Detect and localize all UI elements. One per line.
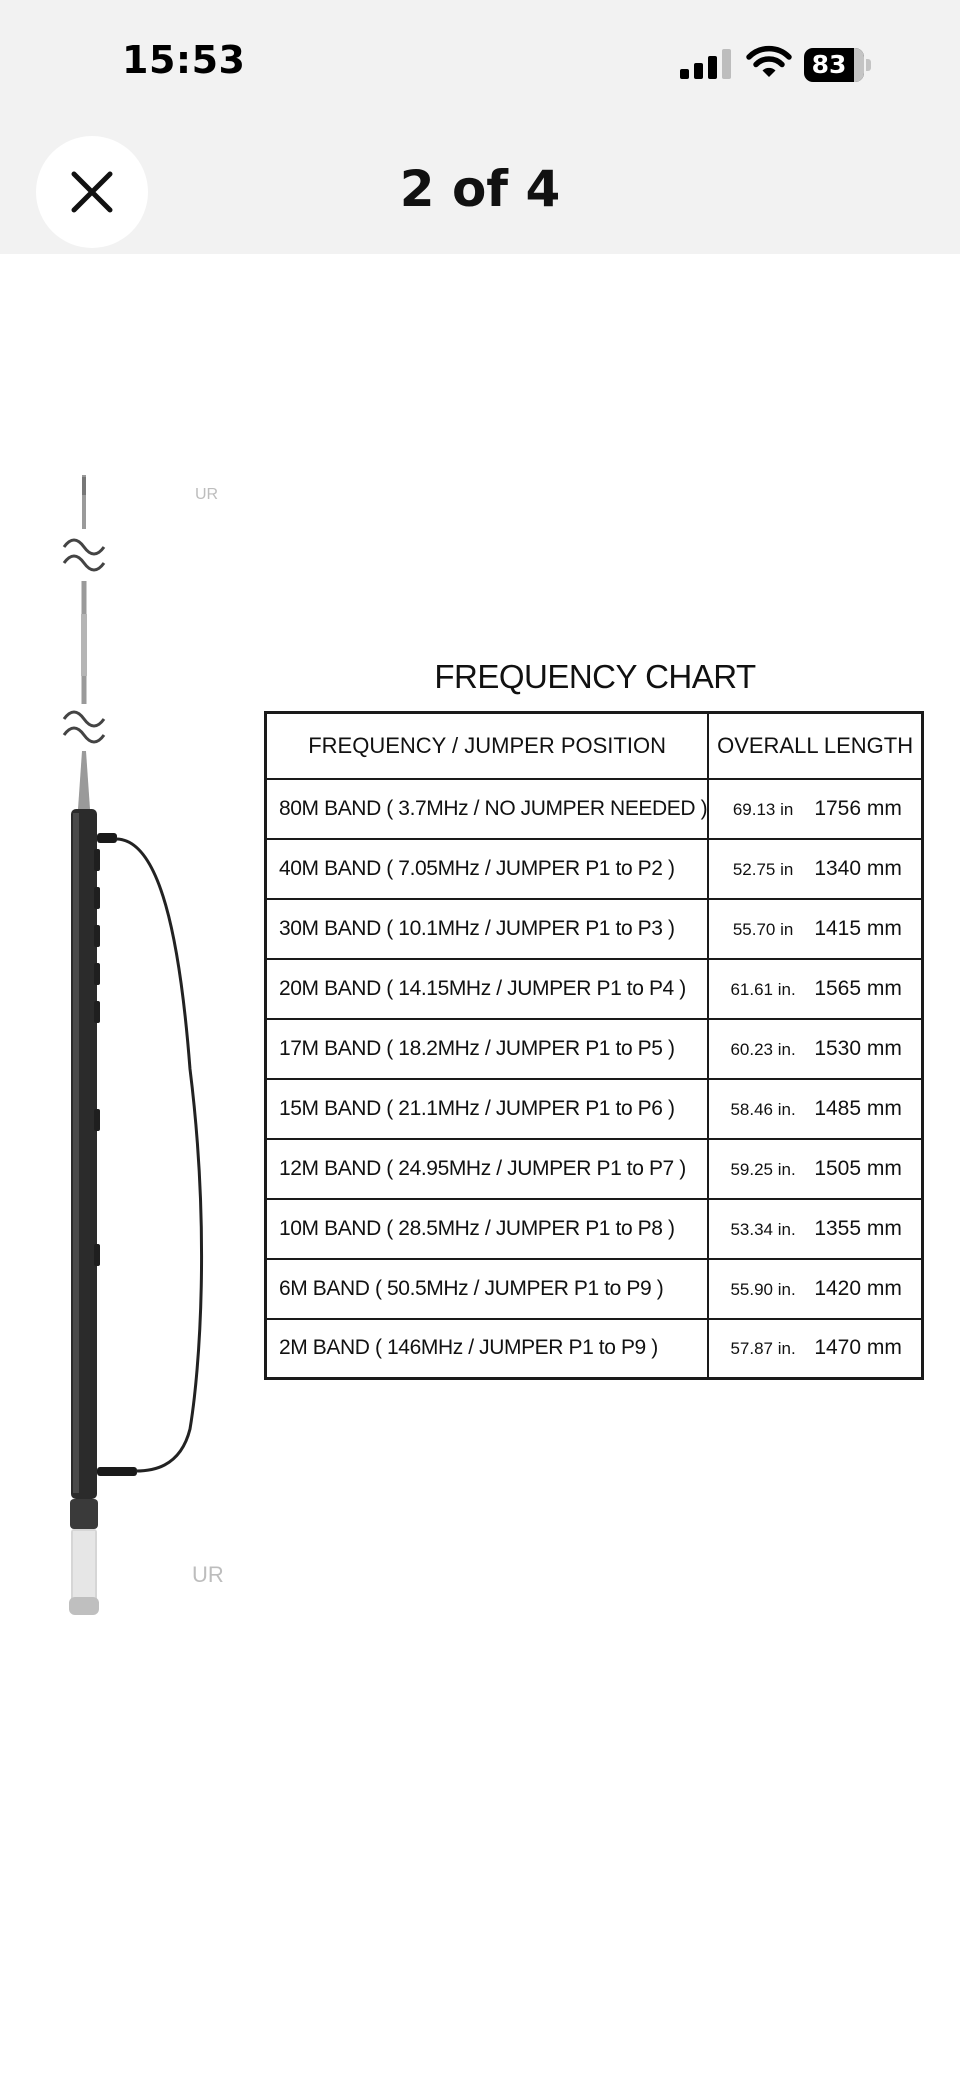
status-bar: [0, 0, 960, 130]
close-icon: [70, 170, 114, 214]
battery-body: [804, 48, 864, 82]
length-cell: [708, 1079, 922, 1139]
length-cell: [708, 1139, 922, 1199]
table-header-row: [266, 713, 923, 779]
length-millimeters: 1470 mm: [814, 1336, 902, 1360]
length-millimeters: 1420 mm: [814, 1276, 902, 1300]
length-cell: [708, 959, 922, 1019]
table-row: [266, 1259, 923, 1319]
frequency-table-body: [266, 779, 923, 1379]
length-inches: 55.70 in: [732, 919, 794, 939]
length-millimeters: 1505 mm: [814, 1156, 902, 1180]
table-row: [266, 839, 923, 899]
length-millimeters: 1756 mm: [814, 796, 902, 820]
chart-title: FREQUENCY CHART: [434, 658, 756, 695]
table-row: [266, 1079, 923, 1139]
length-millimeters: 1565 mm: [814, 976, 902, 1000]
table-row: [266, 1319, 923, 1379]
frequency-table: [264, 711, 924, 1380]
status-time: 15:53: [122, 38, 246, 82]
table-row: [266, 899, 923, 959]
watermark-bottom: UR: [192, 1562, 224, 1587]
length-inches: 57.87 in.: [730, 1339, 796, 1359]
table-row: [266, 779, 923, 839]
band-cell: 40M BAND ( 7.05MHz / JUMPER P1 to P2 ): [266, 839, 709, 899]
wifi-icon: [746, 44, 792, 80]
band-cell: 17M BAND ( 18.2MHz / JUMPER P1 to P5 ): [266, 1019, 709, 1079]
band-cell: 6M BAND ( 50.5MHz / JUMPER P1 to P9 ): [266, 1259, 709, 1319]
cellular-signal-icon: [680, 49, 732, 79]
table-row: [266, 1199, 923, 1259]
length-column-header: OVERALL LENGTH: [708, 713, 922, 779]
close-button[interactable]: [36, 136, 148, 248]
length-cell: [708, 1199, 922, 1259]
length-cell: [708, 1019, 922, 1079]
table-row: [266, 959, 923, 1019]
viewer-header: [0, 130, 960, 254]
length-inches: 55.90 in.: [730, 1279, 796, 1299]
battery-percentage: 83: [811, 50, 847, 79]
band-cell: 80M BAND ( 3.7MHz / NO JUMPER NEEDED ): [266, 779, 709, 839]
table-row: [266, 1139, 923, 1199]
length-cell: [708, 1259, 922, 1319]
length-inches: 58.46 in.: [730, 1099, 796, 1119]
band-cell: 15M BAND ( 21.1MHz / JUMPER P1 to P6 ): [266, 1079, 709, 1139]
table-row: [266, 1019, 923, 1079]
length-inches: 59.25 in.: [730, 1159, 796, 1179]
length-cell: [708, 839, 922, 899]
length-cell: [708, 899, 922, 959]
length-millimeters: 1530 mm: [814, 1036, 902, 1060]
length-millimeters: 1485 mm: [814, 1096, 902, 1120]
length-inches: 61.61 in.: [730, 979, 796, 999]
length-cell: [708, 779, 922, 839]
length-millimeters: 1415 mm: [814, 916, 902, 940]
length-inches: 52.75 in: [732, 859, 794, 879]
length-inches: 69.13 in: [732, 799, 794, 819]
band-cell: 10M BAND ( 28.5MHz / JUMPER P1 to P8 ): [266, 1199, 709, 1259]
band-cell: 2M BAND ( 146MHz / JUMPER P1 to P9 ): [266, 1319, 709, 1379]
page-counter: 2 of 4: [399, 160, 561, 218]
frequency-column-header: FREQUENCY / JUMPER POSITION: [266, 713, 709, 779]
battery-nub: [866, 59, 871, 71]
length-millimeters: 1340 mm: [814, 856, 902, 880]
length-inches: 53.34 in.: [730, 1219, 796, 1239]
length-cell: [708, 1319, 922, 1379]
product-image[interactable]: [0, 254, 960, 2079]
band-cell: 12M BAND ( 24.95MHz / JUMPER P1 to P7 ): [266, 1139, 709, 1199]
watermark-top: UR: [195, 486, 219, 503]
battery-icon: [804, 48, 872, 82]
band-cell: 30M BAND ( 10.1MHz / JUMPER P1 to P3 ): [266, 899, 709, 959]
battery-empty-portion: [854, 48, 864, 82]
antenna-illustration: [40, 469, 240, 1869]
length-inches: 60.23 in.: [730, 1039, 796, 1059]
length-millimeters: 1355 mm: [814, 1216, 902, 1240]
band-cell: 20M BAND ( 14.15MHz / JUMPER P1 to P4 ): [266, 959, 709, 1019]
